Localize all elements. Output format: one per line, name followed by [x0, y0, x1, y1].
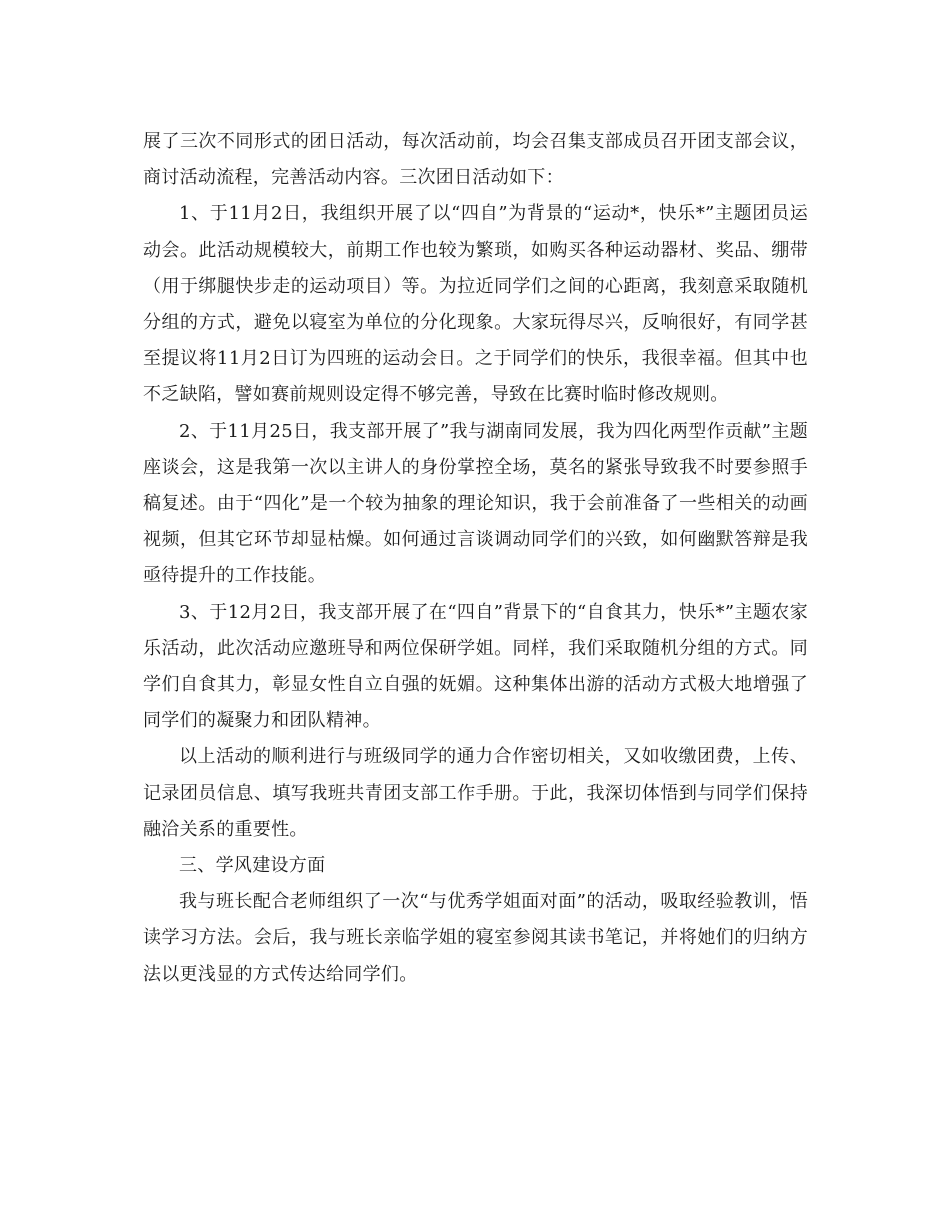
paragraph-activity-2: 2、于11月25日，我支部开展了”我与湖南同发展，我为四化两型作贡献”主题座谈会，这是我第一次以主讲人的身份掌控全场，莫名的紧张导致我不时要参照手稿复述。由于“四化”是一个较为抽象的理论知识，我于会前准备了一些相关的动画视频，但其它环节却显枯燥。如何通过言谈调动同学们的兴致，如何幽默答辩是我亟待提升的工作技能。 — [143, 420, 808, 587]
paragraph-cooperation: 以上活动的顺利进行与班级同学的通力合作密切相关，又如收缴团费，上传、记录团员信息、填写我班共青团支部工作手册。于此，我深切体悟到与同学们保持融洽关系的重要性。 — [143, 746, 808, 840]
paragraph-study-style: 我与班长配合老师组织了一次“与优秀学姐面对面”的活动，吸取经验教训，悟读学习方法。会后，我与班长亲临学姐的寝室参阅其读书笔记，并将她们的归纳方法以更浅显的方式传达给同学们。 — [143, 891, 808, 985]
paragraph-continuation: 展了三次不同形式的团日活动，每次活动前，均会召集支部成员召开团支部会议，商讨活动流程，完善活动内容。三次团日活动如下： — [143, 131, 808, 189]
paragraph-activity-1: 1、于11月2日，我组织开展了以“四自”为背景的“运动*，快乐*”主题团员运动会。此活动规模较大，前期工作也较为繁琐，如购买各种运动器材、奖品、绷带（用于绑腿快步走的运动项目）等。为拉近同学们之间的心距离，我刻意采取随机分组的方式，避免以寝室为单位的分化现象。大家玩得尽兴，反响很好，有同学甚至提议将11月2日订为四班的运动会日。之于同学们的快乐，我很幸福。但其中也不乏缺陷，譬如赛前规则设定得不够完善，导致在比赛时临时修改规则。 — [143, 203, 808, 406]
paragraph-activity-3: 3、于12月2日，我支部开展了在“四自”背景下的“自食其力，快乐*”主题农家乐活动，此次活动应邀班导和两位保研学姐。同样，我们采取随机分组的方式。同学们自食其力，彰显女性自立自强的妩媚。这种集体出游的活动方式极大地增强了同学们的凝聚力和团队精神。 — [143, 601, 808, 732]
section-heading-study-style: 三、学风建设方面 — [179, 855, 326, 877]
body-text — [143, 124, 808, 993]
